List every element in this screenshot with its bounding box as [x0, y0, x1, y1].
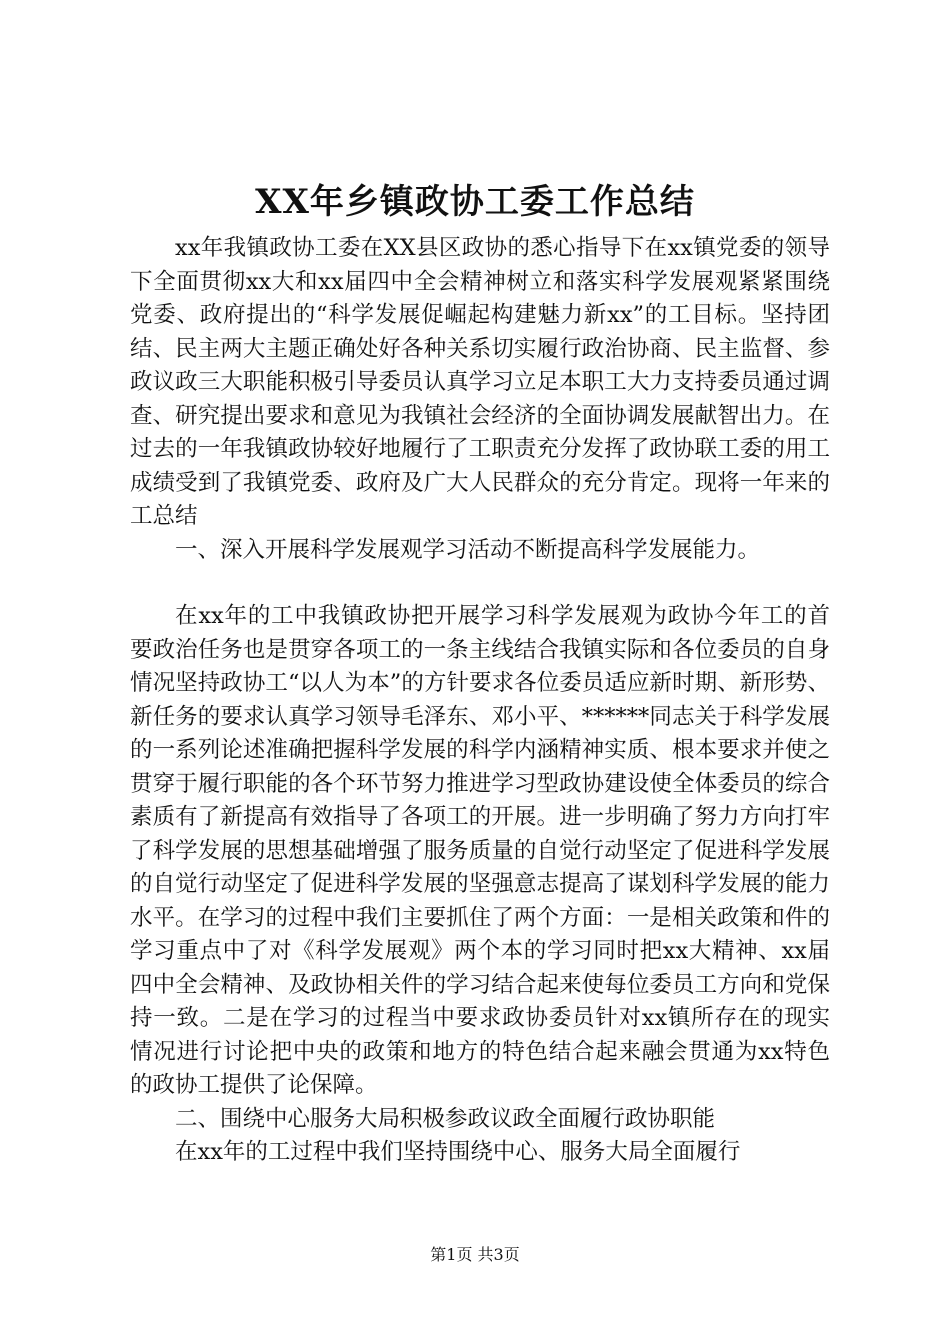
page-footer: 第1页 共3页: [430, 1245, 520, 1264]
document-title: XX年乡镇政协工委工作总结: [255, 182, 695, 222]
section-1-paragraph: 在xx年的工中我镇政协把开展学习科学发展观为政协今年工的首要政治任务也是贯穿各项工的一条主线结合我镇实际和各位委员的自身情况坚持政协工“以人为本”的方针要求各位委员适应新时期、新形势、新任务的要求认真学习领导毛泽东、邓小平、******同志关于科学发展的一系列论述准确把握科学发展的科学内涵精神实质、根本要求并使之贯穿于履行职能的各个环节努力推进学习型政协建设使全体委员的综合素质有了新提高有效指导了各项工的开展。进一步明确了努力方向打牢了科学发展的思想基础增强了服务质量的自觉行动坚定了促进科学发展的自觉行动坚定了促进科学发展的坚强意志提高了谋划科学发展的能力水平。在学习的过程中我们主要抓住了两个方面：一是相关政策和件的学习重点中了对《科学发展观》两个本的学习同时把xx大精神、xx届四中全会精神、及政协相关件的学习结合起来使每位委员工方向和党保持一致。二是在学习的过程当中要求政协委员针对xx镇所存在的现实情况进行讨论把中央的政策和地方的特色结合起来融会贯通为xx特色的政协工提供了论保障。: [130, 603, 830, 1098]
section-2-paragraph: 在xx年的工过程中我们坚持围绕中心、服务大局全面履行: [175, 1139, 741, 1165]
section-heading-2: 二、围绕中心服务大局积极参政议政全面履行政协职能: [175, 1105, 716, 1132]
document-body: [130, 232, 830, 1170]
section-heading-1: 一、深入开展科学发展观学习活动不断提高科学发展能力。: [175, 536, 761, 563]
intro-paragraph: xx年我镇政协工委在XX县区政协的悉心指导下在xx镇党委的领导下全面贯彻xx大和xx届四中全会精神树立和落实科学发展观紧紧围绕党委、政府提出的“科学发展促崛起构建魅力新xx”的工目标。坚持团结、民主两大主题正确处好各种关系切实履行政治协商、民主监督、参政议政三大职能积极引导委员认真学习立足本职工大力支持委员通过调查、研究提出要求和意见为我镇社会经济的全面协调发展献智出力。在过去的一年我镇政协较好地履行了工职责充分发挥了政协联工委的用工成绩受到了我镇党委、政府及广大人民群众的充分肯定。现将一年来的工总结: [130, 235, 830, 529]
paragraph-gap: [130, 567, 830, 600]
